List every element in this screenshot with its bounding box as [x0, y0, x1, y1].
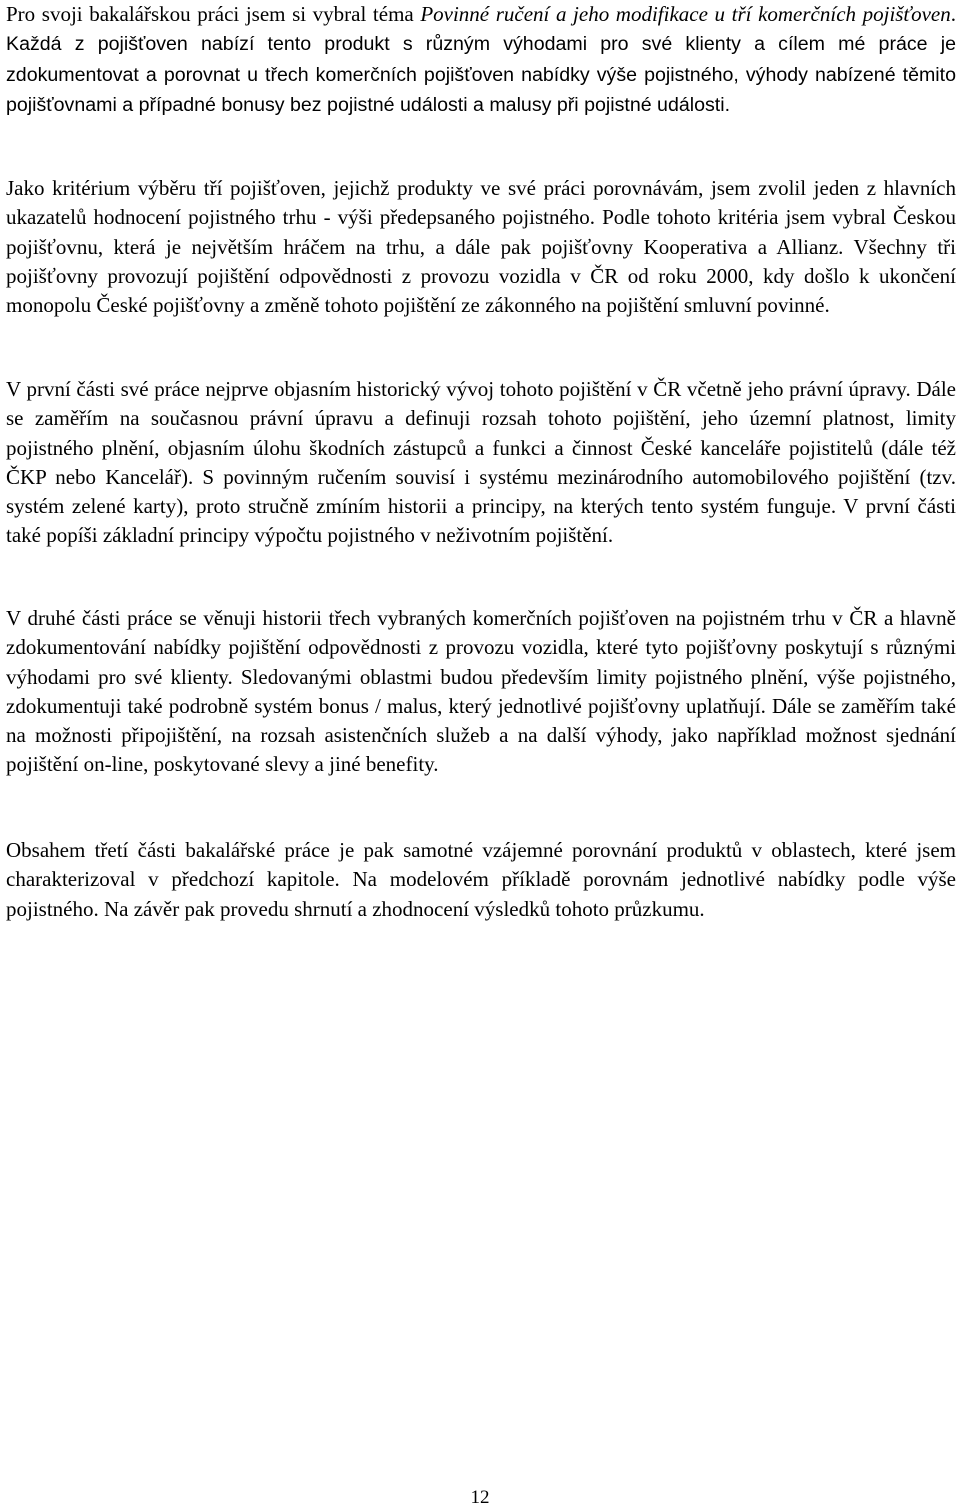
paragraph-criteria: Jako kritérium výběru tří pojišťoven, jejichž produkty ve své práci porovnávám, jsem zvolil jeden z hlavních ukazatelů hodnocení pojistného trhu - výši předepsaného pojistného. Podle tohoto kritéria jsem vybral Českou pojišťovnu, která je největším hráčem na trhu, a dále pak pojišťovny Kooperativa a Allianz. Všechny tři pojišťovny provozují pojištění odpovědnosti z provozu vozidla v ČR od roku 2000, kdy došlo k ukončení monopolu České pojišťovny a změně tohoto pojištění ze zákonného na pojištění smluvní povinné.	[6, 176, 956, 318]
paragraph-intro-body: Každá z pojišťoven nabízí tento produkt s různým výhodami pro své klienty a cílem mé práce je zdokumentovat a porovnat u třech komerčních pojišťoven nabídky výše pojistného, výhody nabízené těmito pojišťovnami a případné bonusy bez pojistné události a malusy při pojistné události.	[6, 33, 956, 116]
paragraph-intro	[6, 0, 956, 120]
thesis-topic: Povinné ručení a jeho modifikace u tří komerčních pojišťoven	[420, 2, 951, 26]
paragraph-part-three: Obsahem třetí části bakalářské práce je pak samotné vzájemné porovnání produktů v oblastech, které jsem charakterizoval v předchozí kapitole. Na modelovém příkladě porovnám jednotlivé nabídky podle výše pojistného. Na závěr pak provedu shrnutí a zhodnocení výsledků tohoto průzkumu.	[6, 838, 956, 921]
paragraph-intro-period: .	[950, 2, 956, 26]
paragraph-part-one: V první části své práce nejprve objasním historický vývoj tohoto pojištění v ČR včetně jeho právní úpravy. Dále se zaměřím na současnou právní úpravu a definuji rozsah tohoto pojištění, jeho územní platnost, limity pojistného plnění, objasním úlohu škodních zástupců a funkci a činnost České kanceláře pojistitelů (dále též ČKP nebo Kancelář). S povinným ručením souvisí i systému mezinárodního automobilového pojištění (tzv. systém zelené karty), proto stručně zmíním historii a principy, na kterých tento systém funguje. V první části také popíši základní principy výpočtu pojistného v neživotním pojištění.	[6, 377, 956, 548]
page-number: 12	[470, 1487, 490, 1508]
paragraph-part-two: V druhé části práce se věnuji historii třech vybraných komerčních pojišťoven na pojistném trhu v ČR a hlavně zdokumentování nabídky pojištění odpovědnosti z provozu vozidla, které tyto pojišťovny poskytují s různými výhodami pro své klienty. Sledovanými oblastmi budou především limity pojistného plnění, výše pojistného, zdokumentuji také podrobně systém bonus / malus, který jednotlivé pojišťovny uplatňují. Dále se zaměřím také na možnosti připojištění, na rozsah asistenčních služeb a na další výhody, jako například možnost sjednání pojištění on-line, poskytované slevy a jiné benefity.	[6, 606, 956, 777]
paragraph-intro-lead: Pro svoji bakalářskou práci jsem si vybral téma	[6, 2, 421, 26]
